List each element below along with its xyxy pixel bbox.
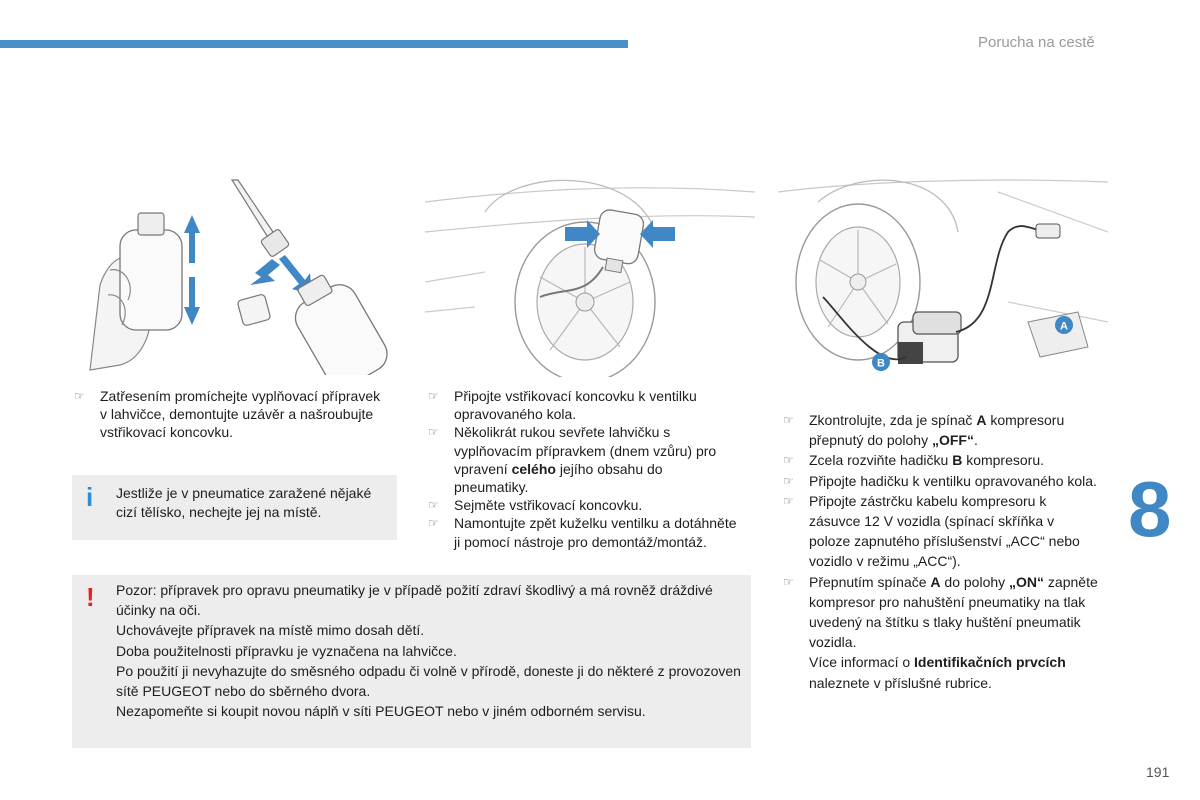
list-item: ☞ Zkontrolujte, zda je spínač A kompresoru přepnutý do polohy „OFF“.	[783, 412, 1065, 449]
warning-line: Nezapomeňte si koupit novou náplň v síti PEUGEOT nebo v jiném odborném servisu.	[116, 703, 646, 720]
list-item: ☞ Namontujte zpět kuželku ventilku a dotáhněte ji pomocí nástroje pro demontáž/montáž.	[428, 515, 737, 550]
list-item: ☞ Zatřesením promíchejte vyplňovací přípravek v lahvičce, demontujte uzávěr a našroubujte vstřikovací koncovku.	[74, 388, 381, 441]
pointing-hand-icon: ☞	[428, 389, 439, 403]
pointing-hand-icon: ☞	[783, 493, 794, 508]
warning-line: Uchovávejte přípravek na místě mimo dosah dětí.	[116, 622, 425, 639]
pointing-hand-icon: ☞	[428, 516, 439, 531]
bottle-illustration	[80, 175, 400, 375]
label-a: A	[1060, 320, 1068, 333]
list-item: ☞ Připojte hadičku k ventilku opravovaného kola.	[783, 471, 1098, 491]
wheel-nozzle-illustration	[425, 172, 755, 377]
pointing-hand-icon: ☞	[783, 413, 794, 427]
warning-line: Po použití ji nevyhazujte do směsného odpadu či volně v přírodě, doneste ji do některé z provozoven sítě PEUGEOT nebo do sběrného dvora.	[116, 662, 741, 700]
col3-steps	[783, 410, 1098, 693]
compressor-illustration	[778, 172, 1108, 387]
info-note-text: Jestliže je v pneumatice zaražené nějaké cizí tělísko, nechejte jej na místě.	[116, 485, 372, 520]
pointing-hand-icon: ☞	[428, 425, 439, 440]
warning-line: Doba použitelnosti přípravku je vyznačena na lahvičce.	[116, 642, 457, 659]
list-item: ☞ Připojte vstřikovací koncovku k ventilku opravovaného kola.	[428, 388, 697, 423]
list-item: ☞ Zcela rozviňte hadičku B kompresoru.	[783, 450, 1098, 470]
col1-steps	[74, 387, 384, 442]
pointing-hand-icon: ☞	[783, 473, 794, 488]
chapter-number: 8	[1128, 465, 1172, 553]
header-accent-bar	[0, 40, 628, 48]
list-item: ☞ Přepnutím spínače A do polohy „ON“ zapněte kompresor pro nahuštění pneumatiky na tlak uvedený na štítku s tlaky huštění pneumatik vozidla. Více informací o Identifikačních prvcích naleznete v příslušné rubrice.	[783, 573, 1098, 691]
info-icon: i	[86, 482, 94, 512]
list-item: ☞ Sejměte vstřikovací koncovku.	[428, 497, 643, 514]
col2-steps	[428, 387, 738, 551]
section-title: Porucha na cestě	[978, 34, 1095, 51]
list-item: ☞ Několikrát rukou sevřete lahvičku s vyplňovacím přípravkem (dnem vzůru) pro vpravení celého jejího obsahu do pneumatiky.	[428, 424, 717, 496]
pointing-hand-icon: ☞	[74, 389, 85, 403]
warning-note-text	[116, 580, 741, 721]
page-number: 191	[1146, 764, 1170, 780]
pointing-hand-icon: ☞	[428, 498, 439, 513]
warning-icon: !	[86, 582, 95, 612]
label-b: B	[877, 357, 885, 370]
list-item: ☞ Připojte zástrčku kabelu kompresoru k zásuvce 12 V vozidla (spínací skříňka v poloze zapnutého příslušenství „ACC“ nebo vozidlo v režimu „ACC“).	[783, 492, 1080, 570]
pointing-hand-icon: ☞	[783, 453, 794, 468]
warning-line: Pozor: přípravek pro opravu pneumatiky je v případě požití zdraví škodlivý a má rovněž dráždivé účinky na oči.	[116, 582, 713, 619]
pointing-hand-icon: ☞	[783, 574, 794, 589]
